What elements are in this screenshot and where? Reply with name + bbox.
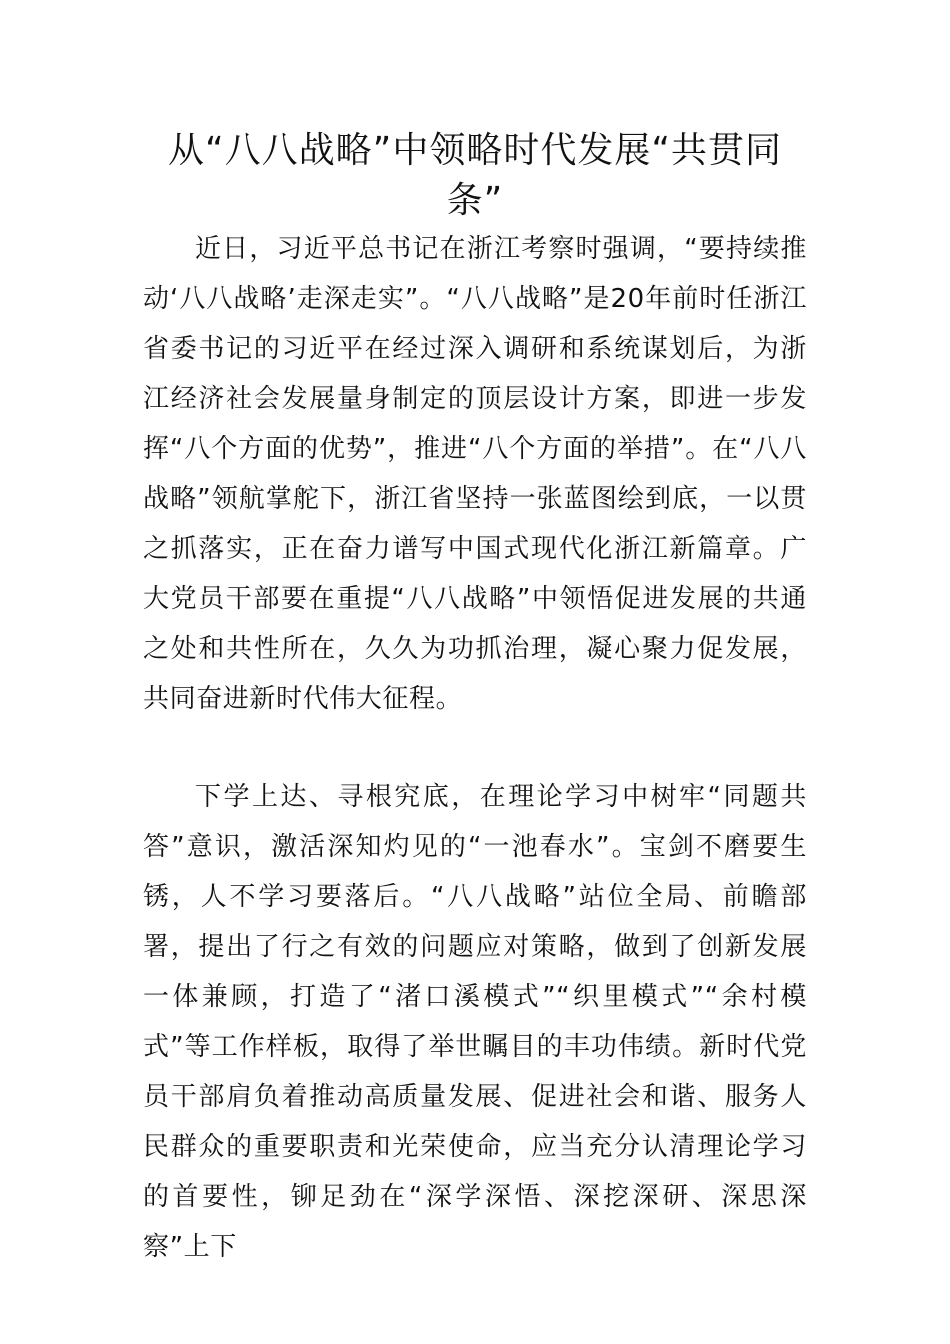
paragraph-theory-study: 下学上达、寻根究底，在理论学习中树牢“同题共答”意识，激活深知灼见的“一池春水”。宝剑不磨要生锈，人不学习要落后。“八八战略”站位全局、前瞻部署，提出了行之有效的问题应对策略，做到了创新发展一体兼顾，打造了“渚口溪模式”“织里模式”“余村模式”等工作样板，取得了举世瞩目的丰功伟绩。新时代党员干部肩负着推动高质量发展、促进社会和谐、服务人民群众的重要职责和光荣使命，应当充分认清理论学习的首要性，铆足劲在“深学深悟、深挖深研、深思深察”上下 xyxy=(143,782,807,1262)
document-title: 从“八八战略”中领略时代发展“共贯同条” xyxy=(168,130,782,221)
paragraph-intro: 近日，习近平总书记在浙江考察时强调，“要持续推动‘八八战略’走深走实”。“八八战略”是20年前时任浙江省委书记的习近平在经过深入调研和系统谋划后，为浙江经济社会发展量身制定的顶层设计方案，即进一步发挥“八个方面的优势”，推进“八个方面的举措”。在“八八战略”领航掌舵下，浙江省坚持一张蓝图绘到底，一以贯之抓落实，正在奋力谱写中国式现代化浙江新篇章。广大党员干部要在重提“八八战略”中领悟促进发展的共通之处和共性所在，久久为功抓治理，凝心聚力促发展，共同奋进新时代伟大征程。 xyxy=(143,234,807,714)
